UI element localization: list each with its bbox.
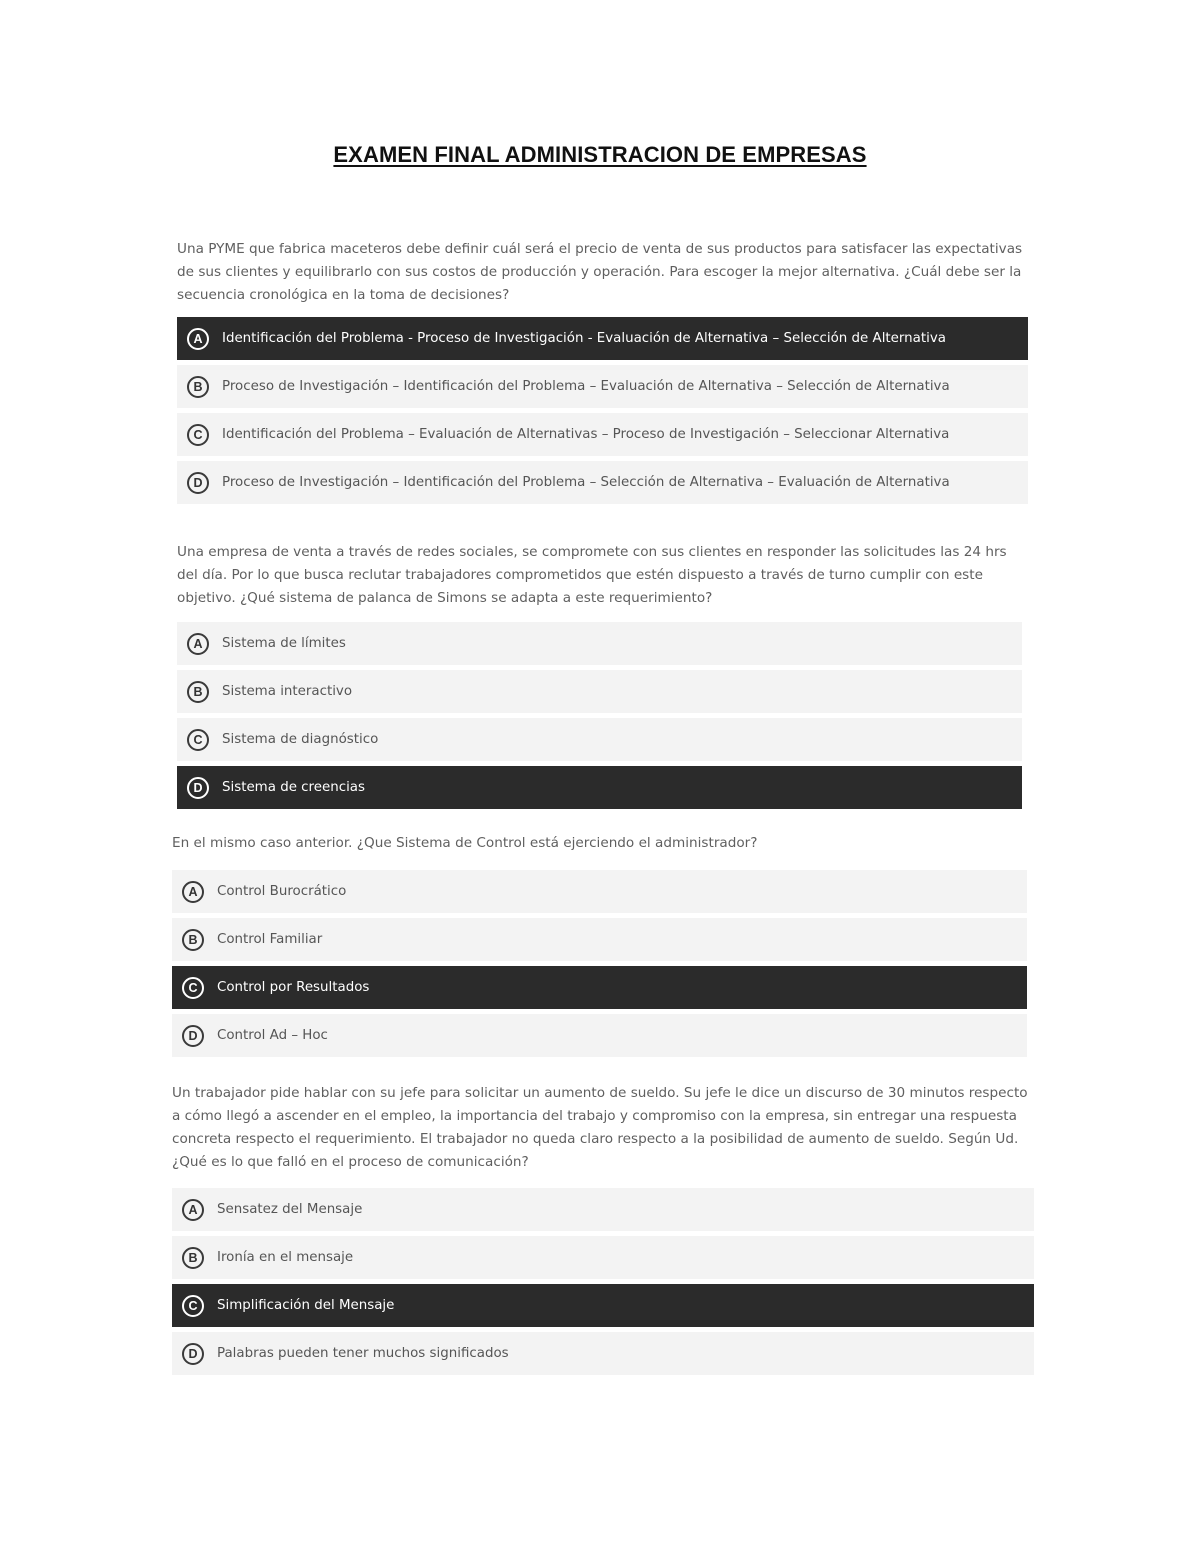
option-label: Palabras pueden tener muchos significados — [217, 1346, 509, 1361]
question-2 — [177, 541, 1022, 809]
option-label: Control Ad – Hoc — [217, 1028, 328, 1043]
question-3-option-a[interactable] — [172, 870, 1027, 913]
question-3 — [172, 832, 1027, 1057]
option-label: Sistema de creencias — [222, 780, 365, 795]
option-label: Sistema interactivo — [222, 684, 353, 699]
question-1-prompt: Una PYME que fabrica maceteros debe definir cuál será el precio de venta de sus productos para satisfacer las expectativas de sus clientes y equilibrarlo con sus costos de producción y operación. Para escoger la mejor alternativa. ¿Cuál debe ser la secuencia cronológica en la toma de decisiones? — [177, 241, 1023, 303]
option-letter-circle-icon: C — [187, 424, 209, 446]
option-letter-circle-icon: A — [182, 1199, 204, 1221]
question-4 — [172, 1082, 1034, 1375]
option-letter-circle-icon: B — [182, 929, 204, 951]
option-label: Identificación del Problema – Evaluación de Alternativas – Proceso de Investigación – Seleccionar Alternativa — [222, 427, 950, 442]
question-3-option-b[interactable] — [172, 918, 1027, 961]
option-label: Proceso de Investigación – Identificación del Problema – Selección de Alternativa – Evaluación de Alternativa — [222, 475, 950, 490]
question-4-prompt: Un trabajador pide hablar con su jefe para solicitar un aumento de sueldo. Su jefe le dice un discurso de 30 minutos respecto a cómo llegó a ascender en el empleo, la importancia del trabajo y compromiso con la empresa, sin entregar una respuesta concreta respecto el requerimiento. El trabajador no queda claro respecto a la posibilidad de aumento de sueldo. Según Ud. ¿Qué es lo que falló en el proceso de comunicación? — [172, 1085, 1028, 1170]
option-label: Sistema de diagnóstico — [222, 732, 379, 747]
document-title: EXAMEN FINAL ADMINISTRACION DE EMPRESAS — [333, 142, 867, 167]
option-letter-circle-icon: B — [187, 681, 209, 703]
option-label: Ironía en el mensaje — [217, 1250, 354, 1265]
question-1-option-b[interactable] — [177, 365, 1028, 408]
option-letter-circle-icon: D — [182, 1343, 204, 1365]
question-2-prompt: Una empresa de venta a través de redes sociales, se compromete con sus clientes en responder las solicitudes las 24 hrs del día. Por lo que busca reclutar trabajadores comprometidos que estén dispuesto a través de turno cumplir con este objetivo. ¿Qué sistema de palanca de Simons se adapta a este requerimiento? — [177, 544, 1007, 606]
question-4-options — [172, 1188, 1034, 1375]
option-letter-circle-icon: A — [187, 633, 209, 655]
question-3-options — [172, 870, 1027, 1057]
question-2-option-a[interactable] — [177, 622, 1022, 665]
option-letter-circle-icon: C — [182, 1295, 204, 1317]
option-label: Control Burocrático — [217, 884, 347, 899]
question-2-option-d[interactable] — [177, 766, 1022, 809]
question-1 — [177, 238, 1028, 504]
question-1-option-c[interactable] — [177, 413, 1028, 456]
option-letter-circle-icon: D — [187, 777, 209, 799]
option-label: Identificación del Problema - Proceso de Investigación - Evaluación de Alternativa – Selección de Alternativa — [222, 331, 946, 346]
option-letter-circle-icon: A — [182, 881, 204, 903]
question-4-option-c[interactable] — [172, 1284, 1034, 1327]
question-4-option-b[interactable] — [172, 1236, 1034, 1279]
question-1-option-d[interactable] — [177, 461, 1028, 504]
question-1-options — [177, 317, 1028, 504]
option-label: Sensatez del Mensaje — [217, 1202, 363, 1217]
question-4-option-a[interactable] — [172, 1188, 1034, 1231]
option-label: Control por Resultados — [217, 980, 370, 995]
option-letter-circle-icon: C — [182, 977, 204, 999]
option-letter-circle-icon: B — [187, 376, 209, 398]
option-letter-circle-icon: B — [182, 1247, 204, 1269]
question-2-option-c[interactable] — [177, 718, 1022, 761]
option-label: Control Familiar — [217, 932, 323, 947]
question-2-option-b[interactable] — [177, 670, 1022, 713]
option-letter-circle-icon: D — [182, 1025, 204, 1047]
question-2-options — [177, 622, 1022, 809]
option-label: Sistema de límites — [222, 636, 346, 651]
option-letter-circle-icon: D — [187, 472, 209, 494]
question-3-option-c[interactable] — [172, 966, 1027, 1009]
question-1-option-a[interactable] — [177, 317, 1028, 360]
option-label: Simplificación del Mensaje — [217, 1298, 395, 1313]
question-4-option-d[interactable] — [172, 1332, 1034, 1375]
option-letter-circle-icon: A — [187, 328, 209, 350]
option-label: Proceso de Investigación – Identificación del Problema – Evaluación de Alternativa – Selección de Alternativa — [222, 379, 950, 394]
question-3-prompt: En el mismo caso anterior. ¿Que Sistema de Control está ejerciendo el administrador? — [172, 835, 758, 851]
option-letter-circle-icon: C — [187, 729, 209, 751]
question-3-option-d[interactable] — [172, 1014, 1027, 1057]
